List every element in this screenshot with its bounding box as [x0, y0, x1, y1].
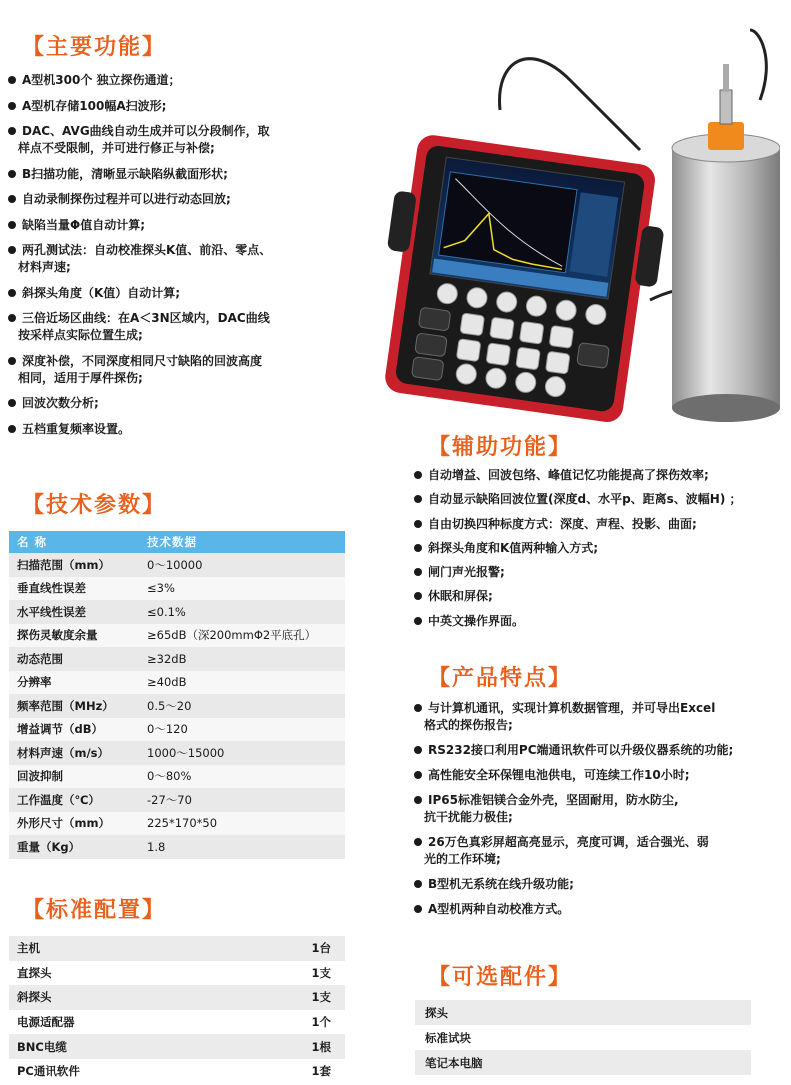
bullet-icon [414, 796, 422, 804]
bullet-icon [8, 289, 16, 297]
list-item-text: 自动增益、回波包络、峰值记忆功能提高了探伤效率; [428, 468, 709, 482]
list-item [8, 123, 368, 157]
param-name: 重量（Kg） [9, 835, 135, 859]
list-item [414, 742, 790, 759]
cable-top [750, 30, 766, 100]
list-item [414, 516, 790, 533]
flaw-detector-illustration [380, 0, 780, 430]
column-header: 技术数据 [135, 531, 345, 553]
list-item-text: 光的工作环境; [424, 852, 501, 866]
param-value: ≥40dB [135, 671, 345, 695]
list-item [414, 700, 790, 734]
bullet-icon [8, 425, 16, 433]
list-item-text: 自动显示缺陷回波位置(深度d、水平p、距离s、波幅H) ； [428, 492, 742, 507]
config-item: 直探头 [9, 961, 221, 986]
param-value: ≤3% [135, 577, 345, 601]
param-value: 1000～15000 [135, 741, 345, 765]
bullet-icon [414, 471, 422, 479]
list-item [8, 166, 368, 183]
list-item [8, 310, 368, 344]
config-item: 主机 [9, 936, 221, 961]
table-row [9, 1010, 345, 1035]
list-item-text: 高性能安全环保锂电池供电，可连续工作10小时; [428, 768, 690, 782]
list-item [414, 613, 790, 630]
table-row [9, 718, 345, 742]
table-row [9, 936, 345, 961]
list-item-text: 斜探头角度和K值两种输入方式; [428, 540, 599, 555]
list-item [8, 285, 368, 302]
probe-cap [708, 122, 744, 150]
param-name: 增益调节（dB） [9, 718, 135, 742]
table-row [9, 741, 345, 765]
bullet-icon [414, 771, 422, 779]
param-value: 225*170*50 [135, 812, 345, 836]
list-item-text: 样点不受限制，并可进行修正与补偿; [18, 141, 215, 155]
table-row [9, 694, 345, 718]
list-item [8, 242, 368, 276]
bullet-icon [414, 544, 422, 552]
param-name: 分辨率 [9, 671, 135, 695]
features-list [414, 700, 790, 926]
list-item-text: 相同，适用于厚件探伤; [18, 370, 143, 385]
std-config-title: 【标准配置】 [22, 898, 167, 923]
bullet-icon [8, 76, 16, 84]
table-row [415, 1050, 751, 1075]
list-item [8, 421, 368, 438]
table-row [9, 647, 345, 671]
config-item: BNC电缆 [9, 1034, 221, 1059]
list-item [414, 876, 790, 893]
list-item [8, 191, 368, 208]
param-value: 0～120 [135, 718, 345, 742]
table-row [9, 553, 345, 577]
optional-item: 笔记本电脑 [415, 1050, 751, 1075]
main-functions-title: 【主要功能】 [22, 35, 167, 60]
optional-item: 探头 [415, 1000, 751, 1025]
config-quantity: 1支 [221, 961, 345, 986]
list-item [414, 767, 790, 784]
param-name: 扫描范围（mm） [9, 553, 135, 577]
list-item-text: A型机存储100幅A扫波形; [22, 98, 167, 113]
optional-item: 标准试块 [415, 1025, 751, 1050]
probe-cable [500, 59, 640, 150]
device-body [380, 131, 673, 426]
table-row [415, 1000, 751, 1025]
list-item [414, 467, 790, 484]
bullet-icon [414, 880, 422, 888]
bullet-icon [8, 170, 16, 178]
list-item [414, 564, 790, 581]
list-item-text: 两孔测试法：自动校准探头K值、前沿、零点、 [22, 243, 272, 257]
list-item [414, 491, 790, 508]
param-name: 工作温度（℃） [9, 788, 135, 812]
param-value: 0～80% [135, 765, 345, 789]
list-item-text: DAC、AVG曲线自动生成并可以分段制作，取 [22, 124, 270, 138]
list-item-text: 材料声速; [18, 260, 71, 274]
list-item-text: 格式的探伤报告; [424, 718, 513, 732]
table-row [9, 961, 345, 986]
list-item [8, 98, 368, 115]
table-row [9, 600, 345, 624]
bullet-icon [8, 357, 16, 365]
optional-title: 【可选配件】 [428, 965, 573, 990]
config-quantity: 1支 [221, 985, 345, 1010]
list-item-text: IP65标准铝镁合金外壳，坚固耐用，防水防尘, [428, 793, 679, 807]
list-item-text: 深度补偿，不同深度相同尺寸缺陷的回波高度 [22, 353, 263, 368]
list-item-text: RS232接口利用PC端通讯软件可以升级仪器系统的功能; [428, 743, 734, 757]
table-row [9, 765, 345, 789]
bullet-icon [8, 221, 16, 229]
param-value: ≤0.1% [135, 600, 345, 624]
config-item: PC通讯软件 [9, 1059, 221, 1084]
bullet-icon [8, 399, 16, 407]
param-name: 探伤灵敏度余量 [9, 624, 135, 648]
table-row [9, 812, 345, 836]
bullet-icon [8, 195, 16, 203]
param-value: 0.5～20 [135, 694, 345, 718]
list-item [414, 901, 790, 918]
test-block [672, 64, 780, 422]
std-config-table [9, 936, 345, 1084]
bullet-icon [414, 838, 422, 846]
list-item-text: 斜探头角度（K值）自动计算; [22, 285, 181, 300]
config-quantity: 1台 [221, 936, 345, 961]
config-item: 电源适配器 [9, 1010, 221, 1035]
bullet-icon [414, 520, 422, 528]
table-row [415, 1025, 751, 1050]
bullet-icon [8, 246, 16, 254]
list-item-text: A型机两种自动校准方式。 [428, 902, 570, 916]
list-item-text: 按采样点实际位置生成; [18, 328, 143, 342]
param-name: 垂直线性误差 [9, 577, 135, 601]
table-row [9, 577, 345, 601]
config-item: 斜探头 [9, 985, 221, 1010]
param-name: 材料声速（m/s） [9, 741, 135, 765]
aux-functions-list [414, 467, 790, 637]
bullet-icon [8, 314, 16, 322]
bullet-icon [8, 102, 16, 110]
bullet-icon [414, 592, 422, 600]
bullet-icon [414, 568, 422, 576]
param-name: 水平线性误差 [9, 600, 135, 624]
table-row [9, 671, 345, 695]
list-item-text: 闸门声光报警; [428, 565, 505, 580]
list-item [414, 792, 790, 826]
list-item [414, 834, 790, 868]
table-row [9, 835, 345, 859]
list-item-text: 26万色真彩屏超高亮显示，亮度可调，适合强光、弱 [428, 835, 709, 849]
bullet-icon [414, 495, 422, 503]
list-item [8, 395, 368, 412]
list-item [414, 588, 790, 605]
list-item-text: B型机无系统在线升级功能; [428, 877, 574, 891]
param-value: -27～70 [135, 788, 345, 812]
list-item-text: 自由切换四种标度方式：深度、声程、投影、曲面; [428, 516, 697, 531]
table-header-row [9, 531, 345, 553]
list-item-text: 回波次数分析; [22, 396, 99, 410]
list-item-text: 缺陷当量Φ值自动计算; [22, 217, 146, 232]
config-quantity: 1套 [221, 1059, 345, 1084]
spec-table [9, 531, 345, 859]
list-item [8, 72, 368, 89]
config-quantity: 1个 [221, 1010, 345, 1035]
list-item-text: 自动录制探伤过程并可以进行动态回放; [22, 192, 231, 206]
list-item [8, 353, 368, 387]
list-item-text: B扫描功能，清晰显示缺陷纵截面形状; [22, 166, 228, 181]
aux-functions-title: 【辅助功能】 [428, 435, 573, 460]
param-value: ≥32dB [135, 647, 345, 671]
main-functions-list [8, 72, 368, 446]
column-header: 名 称 [9, 531, 135, 553]
optional-items-table [415, 1000, 751, 1075]
table-row [9, 985, 345, 1010]
table-row [9, 1034, 345, 1059]
table-row [9, 788, 345, 812]
tech-params-title: 【技术参数】 [22, 493, 167, 518]
bullet-icon [414, 617, 422, 625]
table-row [9, 624, 345, 648]
list-item-text: 五档重复频率设置。 [22, 421, 131, 436]
config-quantity: 1根 [221, 1034, 345, 1059]
bullet-icon [414, 704, 422, 712]
param-name: 回波抑制 [9, 765, 135, 789]
list-item [8, 217, 368, 234]
list-item-text: 休眠和屏保; [428, 589, 493, 604]
list-item-text: 与计算机通讯，实现计算机数据管理，并可导出Excel [428, 701, 716, 715]
list-item [414, 540, 790, 557]
param-name: 动态范围 [9, 647, 135, 671]
features-title: 【产品特点】 [428, 666, 573, 691]
param-value: 1.8 [135, 835, 345, 859]
param-name: 频率范围（MHz） [9, 694, 135, 718]
list-item-text: 中英文操作界面。 [428, 613, 525, 628]
list-item-text: 抗干扰能力极佳; [424, 810, 513, 824]
bullet-icon [414, 746, 422, 754]
list-item-text: A型机300个 独立探伤通道； [22, 73, 181, 87]
bullet-icon [414, 905, 422, 913]
param-name: 外形尺寸（mm） [9, 812, 135, 836]
table-row [9, 1059, 345, 1084]
bullet-icon [8, 127, 16, 135]
param-value: ≥65dB（深200mmΦ2平底孔） [135, 624, 345, 648]
list-item-text: 三倍近场区曲线：在A＜3N区域内，DAC曲线 [22, 311, 270, 325]
param-value: 0～10000 [135, 553, 345, 577]
